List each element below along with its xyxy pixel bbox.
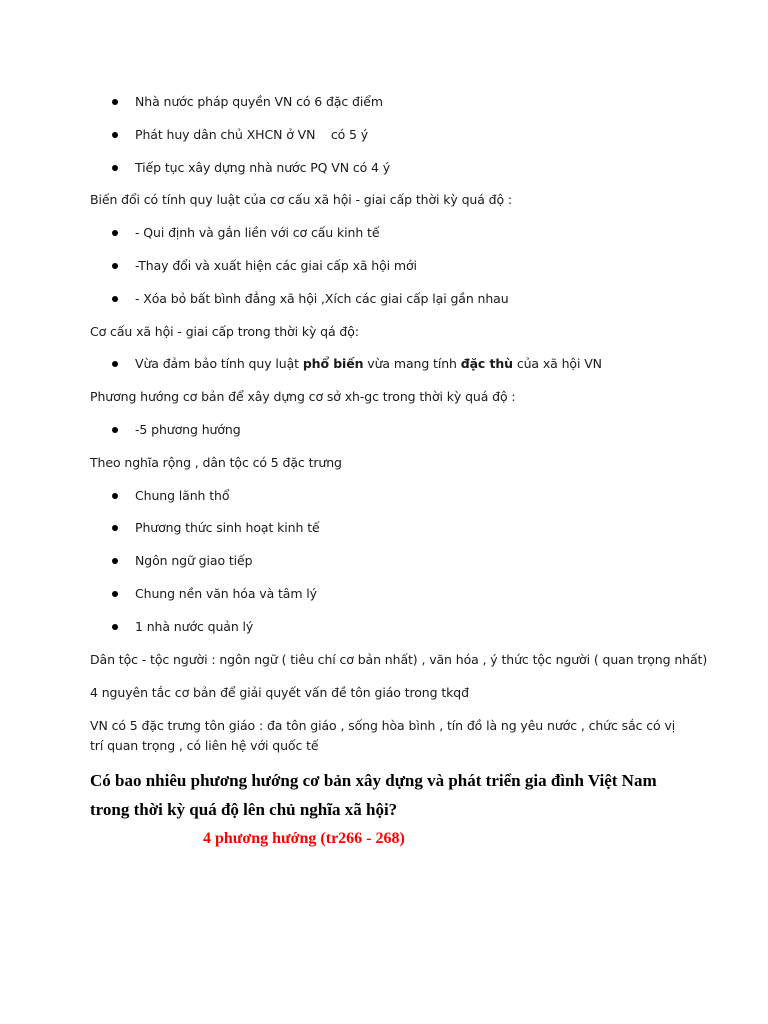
paragraph-ton-giao: VN có 5 đặc trưng tôn giáo : đa tôn giáo , sống hòa bình , tín đồ là ng yêu nước , chức sắc có vị trí quan trọng , có liên hệ với quốc tế (90, 718, 676, 753)
bullet-dot (112, 230, 118, 236)
text-run: của xã hội VN (512, 356, 602, 371)
bullet-dot (112, 132, 118, 138)
bullet-dot (112, 165, 118, 171)
bold-text-pho-bien: phổ biến (302, 356, 364, 371)
answer-text: 4 phương hướng (tr266 - 268) (203, 830, 405, 847)
list-item-text: Nhà nước pháp quyền VN có 6 đặc điểm (135, 94, 383, 109)
paragraph-nghia-rong: Theo nghĩa rộng , dân tộc có 5 đặc trưng (90, 455, 342, 470)
list-item-text: -Thay đổi và xuất hiện các giai cấp xã hội mới (135, 258, 417, 273)
text-run: Vừa đảm bảo tính quy luật (135, 356, 303, 371)
text-run: vừa mang tính (363, 356, 461, 371)
list-item-text: Tiếp tục xây dựng nhà nước PQ VN có 4 ý (135, 160, 391, 175)
bullet-dot (112, 591, 118, 597)
bullet-dot (112, 493, 118, 499)
paragraph-nguyen-tac: 4 nguyên tắc cơ bản để giải quyết vấn đề tôn giáo trong tkqđ (90, 685, 469, 700)
bold-text-dac-thu: đặc thù (460, 356, 513, 371)
bullet-dot (112, 296, 118, 302)
bullet-dot (112, 558, 118, 564)
bullet-dot (112, 361, 118, 367)
bullet-dot (112, 624, 118, 630)
list-item-text: Ngôn ngữ giao tiếp (135, 553, 253, 568)
bullet-dot (112, 525, 118, 531)
list-item-text: - Qui định và gắn liền với cơ cấu kinh tế (135, 225, 380, 240)
list-item-text: Chung nền văn hóa và tâm lý (135, 586, 317, 601)
paragraph-dan-toc: Dân tộc - tộc người : ngôn ngữ ( tiêu chí cơ bản nhất) , văn hóa , ý thức tộc người ( quan trọng nhất) (90, 652, 708, 667)
bullet-dot (112, 99, 118, 105)
bullet-dot (112, 427, 118, 433)
list-item-text: - Xóa bỏ bất bình đẳng xã hội ,Xích các giai cấp lại gần nhau (135, 291, 509, 306)
paragraph-co-cau: Cơ cấu xã hội - giai cấp trong thời kỳ qá độ: (90, 324, 359, 339)
list-item-text: 1 nhà nước quản lý (135, 619, 254, 634)
question-heading: Có bao nhiêu phương hướng cơ bản xây dựng và phát triển gia đình Việt Nam trong thời kỳ quá độ lên chủ nghĩa xã hội? (90, 771, 657, 819)
list-item-text: Phát huy dân chủ XHCN ở VN có 5 ý (135, 127, 369, 142)
paragraph-phuong-huong: Phương hướng cơ bản để xây dựng cơ sở xh-gc trong thời kỳ quá độ : (90, 389, 516, 404)
list-item-text: Phương thức sinh hoạt kinh tế (135, 520, 320, 535)
list-item-text: -5 phương hướng (135, 422, 241, 437)
list-item-text (135, 354, 602, 374)
list-item-text: Chung lãnh thổ (135, 488, 230, 503)
paragraph-bien-doi: Biến đổi có tính quy luật của cơ cấu xã hội - giai cấp thời kỳ quá độ : (90, 192, 513, 207)
bullet-dot (112, 263, 118, 269)
